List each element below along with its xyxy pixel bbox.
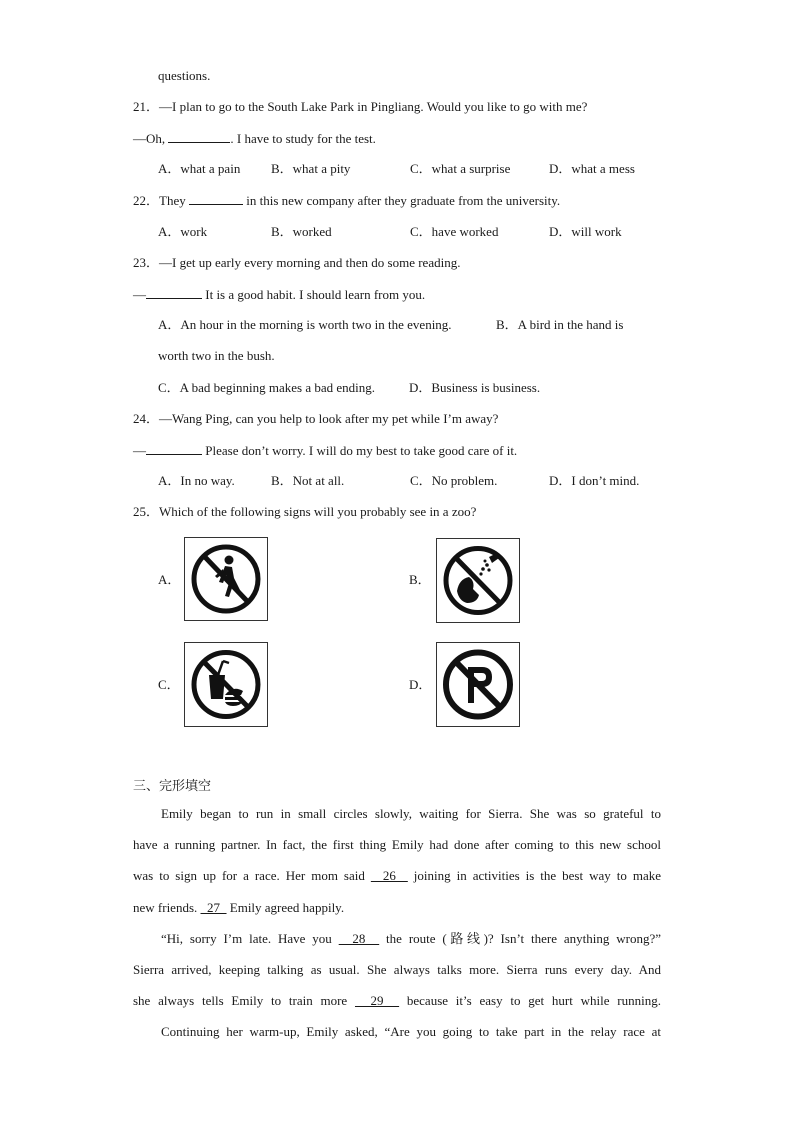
passage-line: have a running partner. In fact, the first thing Emily had done after coming to this new school [133,837,661,852]
option-c-sign[interactable] [184,642,268,727]
option-b[interactable]: B．worked [271,224,332,239]
passage-line: Emily began to run in small circles slowly, waiting for Sierra. She was so grateful to [161,806,661,821]
option-c[interactable]: C．No problem. [410,473,498,488]
question-24-reply: — Please don’t worry. I will do my best to take good care of it. [133,443,518,458]
section-heading: 三、完形填空 [133,779,212,794]
question-22-stem: 22．They in this new company after they graduate from the university. [133,193,561,208]
question-number: 23． [133,255,160,270]
option-c[interactable]: C．A bad beginning makes a bad ending. [158,380,375,395]
option-b[interactable]: B．Not at all. [271,473,345,488]
question-number: 21． [133,99,160,114]
cloze-blank-26[interactable]: 26 [370,868,408,883]
cloze-blank-29[interactable]: 29 [354,993,400,1008]
option-a[interactable]: A．work [158,224,208,239]
question-25-stem: 25．Which of the following signs will you probably see in a zoo? [133,504,477,519]
option-d-label[interactable]: D． [409,677,432,692]
no-food-drink-sign-icon [185,643,267,726]
passage-line: she always tells Emily to train more 29 because it’s easy to get hurt while running. [133,993,661,1008]
option-b[interactable]: B．what a pity [271,161,351,176]
passage-line: Continuing her warm-up, Emily asked, “Are you going to take part in the relay race at [161,1024,661,1039]
option-a[interactable]: A．In no way. [158,473,235,488]
option-b-label[interactable]: B． [409,572,431,587]
option-d[interactable]: D．will work [549,224,622,239]
option-b[interactable]: B．A bird in the hand is [496,317,624,332]
question-number: 24． [133,411,160,426]
answer-blank [168,129,230,143]
option-d[interactable]: D．Business is business. [409,380,541,395]
option-c-label[interactable]: C． [158,677,180,692]
option-d[interactable]: D．what a mess [549,161,635,176]
question-number: 25． [133,504,160,519]
passage-line: Sierra arrived, keeping talking as usual. She always talks more. Sierra runs every day. And [133,962,661,977]
passage-line: was to sign up for a race. Her mom said 26 joining in activities is the best way to make [133,868,661,883]
no-walking-sign-icon [185,538,267,620]
no-feeding-sign-icon [437,539,519,622]
question-23-stem: 23．—I get up early every morning and then do some reading. [133,255,461,270]
question-24-stem: 24．—Wang Ping, can you help to look after my pet while I’m away? [133,411,499,426]
question-21-reply: —Oh, . I have to study for the test. [133,131,376,146]
passage-line: new friends. 27 Emily agreed happily. [133,900,345,915]
no-parking-sign-icon [437,643,519,726]
question-23-reply: — It is a good habit. I should learn from you. [133,287,426,302]
answer-blank [146,285,202,299]
cloze-blank-28[interactable]: 28 [338,931,380,946]
option-a[interactable]: A．An hour in the morning is worth two in the evening. [158,317,452,332]
lead-line: questions. [158,68,211,83]
passage-line: “Hi, sorry I’m late. Have you 28 the route (路线)? Isn’t there anything wrong?” [161,931,662,946]
option-a-label[interactable]: A． [158,572,181,587]
question-21-stem: 21．—I plan to go to the South Lake Park in Pingliang. Would you like to go with me? [133,99,588,114]
option-b-sign[interactable] [436,538,520,623]
option-d[interactable]: D．I don’t mind. [549,473,640,488]
option-a-sign[interactable] [184,537,268,621]
option-c[interactable]: C．have worked [410,224,499,239]
option-b-continued: worth two in the bush. [158,348,275,363]
question-number: 22． [133,193,160,208]
answer-blank [189,191,243,205]
option-d-sign[interactable] [436,642,520,727]
option-a[interactable]: A．what a pain [158,161,241,176]
answer-blank [146,441,202,455]
option-c[interactable]: C．what a surprise [410,161,511,176]
cloze-blank-27[interactable]: 27 [200,900,227,915]
